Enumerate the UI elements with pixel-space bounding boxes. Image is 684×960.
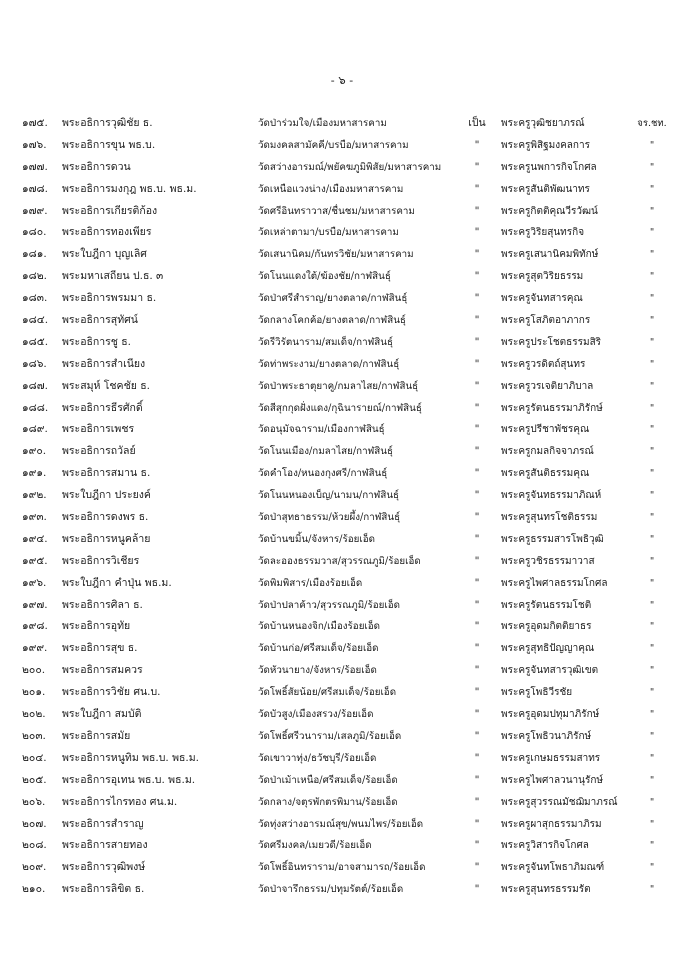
rank-note: "	[649, 336, 655, 348]
list-item	[0, 814, 684, 836]
new-title: พระครูจันทสารวุฒิเขต	[501, 665, 599, 677]
new-title: พระครูสุนทรธรรมรัต	[501, 884, 591, 896]
monk-name: พระอธิการสุข ธ.	[62, 642, 138, 655]
list-item	[0, 179, 684, 201]
entry-number: ๒๐๗.	[22, 817, 47, 830]
monk-name: พระอธิการอุเทน พธ.บ. พธ.ม.	[62, 773, 196, 786]
new-title: พระครูธรรมสารโพธิวุฒิ	[501, 533, 604, 545]
rank-note: "	[649, 774, 655, 786]
monk-name: พระอธิการสมควร	[62, 664, 143, 677]
temple-location: วัดป่าเม้าเหนือ/ศรีสมเด็จ/ร้อยเอ็ด	[258, 774, 398, 786]
rank-note: "	[649, 884, 655, 896]
entry-number: ๑๙๐.	[22, 445, 47, 458]
appointment-mark: "	[474, 686, 480, 699]
entry-number: ๑๗๘.	[22, 182, 48, 195]
monk-name: พระอธิการถวัลย์	[62, 445, 136, 458]
new-title: พระครูวุฒิชยาภรณ์	[501, 118, 585, 129]
entry-number: ๑๗๖.	[22, 138, 47, 151]
new-title: พระครูวรดิตถ์สุนทร	[501, 358, 586, 370]
monk-name: พระอธิการสำเนียง	[62, 357, 146, 370]
new-title: พระครูรัตนธรรมโชติ	[501, 599, 592, 611]
monk-name: พระอธิการวุฒิชัย ธ.	[62, 117, 153, 129]
list-item	[0, 529, 684, 551]
rank-note: "	[649, 818, 655, 830]
appointment-mark: "	[474, 335, 480, 348]
monk-name: พระอธิการขุน พธ.บ.	[62, 138, 156, 151]
temple-location: วัดเหนือแวงน่าง/เมืองมหาสารคาม	[258, 183, 404, 195]
rank-note: "	[649, 315, 655, 327]
entry-number: ๒๐๑.	[22, 686, 46, 699]
new-title: พระครูกิตติคุณวีรวัฒน์	[501, 205, 598, 217]
appointment-mark: "	[474, 751, 480, 764]
list-item	[0, 113, 684, 135]
appointment-mark: "	[474, 160, 480, 173]
appointment-mark: "	[474, 445, 480, 458]
temple-location: วัดศรีอินทราวาส/ชื่นชม/มหาสารคาม	[258, 205, 415, 217]
appointment-mark: "	[474, 357, 480, 370]
new-title: พระครูนพการกิจโกศล	[501, 161, 597, 173]
list-item	[0, 485, 684, 507]
list-item	[0, 441, 684, 463]
rank-note: "	[649, 796, 655, 808]
new-title: พระครูสุตวิริยธรรม	[501, 271, 584, 283]
entry-number: ๑๘๑.	[22, 248, 47, 261]
rank-note: จร.ชท.	[637, 118, 667, 129]
temple-location: วัดละอองธรรมวาส/สุวรรณภูมิ/ร้อยเอ็ด	[258, 555, 421, 567]
new-title: พระครูผาสุกธรรมาภิรม	[501, 818, 602, 830]
entry-number: ๑๘๖.	[22, 357, 47, 370]
temple-location: วัดท่าพระงาม/ยางตลาด/กาฬสินธุ์	[258, 358, 400, 370]
temple-location: วัดคำโอง/หนองกุงศรี/กาฬสินธุ์	[258, 468, 388, 480]
temple-location: วัดป่าศรีสำราญ/ยางตลาด/กาฬสินธุ์	[258, 293, 408, 305]
new-title: พระครูวชิรธรรมาวาส	[501, 555, 595, 567]
entry-number: ๑๙๕.	[22, 554, 48, 567]
entry-number: ๑๙๖.	[22, 576, 47, 589]
temple-location: วัดโนนแดงใต้/ฆ้องชัย/กาฬสินธุ์	[258, 271, 391, 283]
appointment-mark: "	[474, 182, 480, 195]
list-item	[0, 770, 684, 792]
new-title: พระครูโพธิวีรชัย	[501, 687, 573, 699]
rank-note: "	[649, 862, 655, 874]
new-title: พระครูอุดมปทุมาภิรักษ์	[501, 709, 600, 721]
list-item	[0, 792, 684, 814]
monk-name: พระอธิการพรมมา ธ.	[62, 292, 157, 305]
temple-location: วัดกลาง/จตุรพักตรพิมาน/ร้อยเอ็ด	[258, 796, 398, 808]
rank-note: "	[649, 577, 655, 589]
rank-note: "	[649, 555, 655, 567]
appointment-mark: "	[474, 642, 480, 655]
appointment-mark: "	[474, 576, 480, 589]
entry-number: ๒๐๖.	[22, 795, 46, 808]
list-item	[0, 354, 684, 376]
entry-number: ๒๐๐.	[22, 664, 46, 677]
appointment-list	[0, 113, 684, 901]
new-title: พระครูโพธิวนาภิรักษ์	[501, 730, 592, 742]
temple-location: วัดเขาวาทุ่ง/ธวัชบุรี/ร้อยเอ็ด	[258, 752, 377, 764]
appointment-mark: "	[474, 138, 480, 151]
temple-location: วัดโพธิ์อินทราราม/อาจสามารถ/ร้อยเอ็ด	[258, 862, 426, 874]
appointment-mark: "	[474, 489, 480, 502]
temple-location: วัดพิมพิสาร/เมืองร้อยเอ็ด	[258, 577, 363, 589]
monk-name: พระอธิการดงพร ธ.	[62, 511, 149, 524]
new-title: พระครูรัตนธรรมาภิรักษ์	[501, 402, 603, 414]
temple-location: วัดสว่างอารมณ์/พยัคฆภูมิพิสัย/มหาสารคาม	[258, 161, 442, 173]
rank-note: "	[649, 139, 655, 151]
appointment-mark: "	[474, 817, 480, 830]
monk-name: พระอธิการศิลา ธ.	[62, 598, 143, 611]
rank-note: "	[649, 490, 655, 502]
new-title: พระครูจันทธรรมาภิณห์	[501, 490, 602, 502]
list-item	[0, 135, 684, 157]
temple-location: วัดป่าร่วมใจ/เมืองมหาสารคาม	[258, 118, 387, 129]
monk-name: พระอธิการวิเชียร	[62, 554, 140, 567]
monk-name: พระใบฎีกา คำปุ่น พธ.ม.	[62, 576, 172, 589]
list-item	[0, 201, 684, 223]
rank-note: "	[649, 512, 655, 524]
appointment-mark: "	[474, 729, 480, 742]
monk-name: พระอธิการเพชร	[62, 423, 135, 436]
entry-number: ๑๘๓.	[22, 292, 48, 305]
list-item	[0, 332, 684, 354]
temple-location: วัดบ้านหนองจิก/เมืองร้อยเอ็ด	[258, 621, 381, 633]
rank-note: "	[649, 621, 655, 633]
rank-note: "	[649, 730, 655, 742]
rank-note: "	[649, 643, 655, 655]
list-item	[0, 310, 684, 332]
entry-number: ๑๗๕.	[22, 117, 48, 129]
rank-note: "	[649, 271, 655, 283]
temple-location: วัดป่าจารึกธรรม/ปทุมรัตต์/ร้อยเอ็ด	[258, 884, 404, 896]
list-item	[0, 376, 684, 398]
list-item	[0, 704, 684, 726]
entry-number: ๒๐๘.	[22, 839, 47, 852]
rank-note: "	[649, 840, 655, 852]
list-item	[0, 748, 684, 770]
list-item	[0, 507, 684, 529]
rank-note: "	[649, 227, 655, 239]
monk-name: พระอธิการชู ธ.	[62, 335, 132, 348]
appointment-mark: "	[474, 861, 480, 874]
rank-note: "	[649, 249, 655, 261]
temple-location: วัดโนนเมือง/กมลาไสย/กาฬสินธุ์	[258, 446, 393, 458]
new-title: พระครูสุนทรโชติธรรม	[501, 512, 598, 524]
new-title: พระครูสุวรรณมัชฌิมาภรณ์	[501, 796, 618, 808]
rank-note: "	[649, 752, 655, 764]
entry-number: ๑๙๗.	[22, 598, 48, 611]
rank-note: "	[649, 709, 655, 721]
entry-number: ๒๐๓.	[22, 729, 46, 742]
monk-name: พระอธิการหนูคล้าย	[62, 532, 151, 545]
appointment-mark: "	[474, 532, 480, 545]
list-item	[0, 616, 684, 638]
new-title: พระครูโสภิตอาภากร	[501, 315, 591, 327]
new-title: พระครูอุดมกิตติยาธร	[501, 621, 592, 633]
list-item	[0, 595, 684, 617]
temple-location: วัดโนนหนองเบ็ญ/นามน/กาฬสินธุ์	[258, 490, 399, 502]
temple-location: วัดป่าพระธาตุยาคู/กมลาไสย/กาฬสินธุ์	[258, 380, 419, 392]
appointment-mark: "	[474, 248, 480, 261]
rank-note: "	[649, 293, 655, 305]
entry-number: ๑๙๙.	[22, 642, 48, 655]
new-title: พระครูสันติพัฒนาทร	[501, 183, 590, 195]
list-item	[0, 244, 684, 266]
entry-number: ๒๐๕.	[22, 773, 47, 786]
list-item	[0, 857, 684, 879]
appointment-mark: "	[474, 314, 480, 327]
monk-name: พระใบฎีกา บุญเลิศ	[62, 248, 147, 261]
page-number: - ๖ -	[330, 73, 354, 87]
entry-number: ๑๙๔.	[22, 532, 48, 545]
appointment-mark: "	[474, 270, 480, 283]
rank-note: "	[649, 205, 655, 217]
list-item	[0, 398, 684, 420]
monk-name: พระอธิการวุฒิพงษ์	[62, 861, 146, 874]
entry-number: ๑๙๓.	[22, 511, 47, 524]
appointment-mark: "	[474, 511, 480, 524]
temple-location: วัดทุ่งสว่างอารมณ์สุข/พนมไพร/ร้อยเอ็ด	[258, 818, 424, 830]
temple-location: วัดป่าสุทธาธรรม/ห้วยผึ้ง/กาฬสินธุ์	[258, 512, 401, 524]
new-title: พระครูประโชตธรรมสิริ	[501, 336, 602, 348]
appointment-mark: "	[474, 795, 480, 808]
appointment-mark: "	[474, 839, 480, 852]
new-title: พระครูไพศาลวนานุรักษ์	[501, 774, 604, 786]
entry-number: ๑๘๕.	[22, 335, 49, 348]
list-item	[0, 419, 684, 441]
temple-location: วัดหัวนายาง/จังหาร/ร้อยเอ็ด	[258, 665, 377, 677]
temple-location: วัดป่าปลาค้าว/สุวรรณภูมิ/ร้อยเอ็ด	[258, 599, 400, 611]
appointment-mark: "	[474, 598, 480, 611]
appointment-mark: "	[474, 664, 480, 677]
monk-name: พระอธิการดวน	[62, 160, 131, 173]
rank-note: "	[649, 468, 655, 480]
entry-number: ๒๑๐.	[22, 883, 46, 896]
temple-location: วัดสีสุกกุดฝั่งแดง/กุฉินารายณ์/กาฬสินธุ์	[258, 402, 422, 414]
entry-number: ๒๐๔.	[22, 751, 47, 764]
list-item	[0, 726, 684, 748]
rank-note: "	[649, 665, 655, 677]
monk-name: พระอธิการมงกุฎ พธ.บ. พธ.ม.	[62, 182, 197, 195]
list-item	[0, 879, 684, 901]
list-item	[0, 638, 684, 660]
temple-location: วัดบ้านก่อ/ศรีสมเด็จ/ร้อยเอ็ด	[258, 643, 379, 655]
entry-number: ๑๗๙.	[22, 204, 48, 217]
appointment-mark: "	[474, 708, 480, 721]
list-item	[0, 551, 684, 573]
rank-note: "	[649, 424, 655, 436]
entry-number: ๒๐๙.	[22, 861, 47, 874]
appointment-mark: "	[474, 204, 480, 217]
appointment-mark: "	[474, 292, 480, 305]
rank-note: "	[649, 358, 655, 370]
appointment-mark: "	[474, 379, 480, 392]
monk-name: พระอธิการหนูทิม พธ.บ. พธ.ม.	[62, 751, 200, 764]
entry-number: ๑๙๒.	[22, 489, 47, 502]
list-item	[0, 573, 684, 595]
monk-name: พระอธิการสายทอง	[62, 839, 148, 852]
new-title: พระครูวิริยสุนทรกิจ	[501, 227, 585, 239]
list-item	[0, 157, 684, 179]
temple-location: วัดบัวสูง/เมืองสรวง/ร้อยเอ็ด	[258, 709, 374, 721]
appointment-mark: "	[474, 883, 480, 896]
monk-name: พระอธิการธีรศักดิ์	[62, 401, 143, 414]
entry-number: ๑๘๙.	[22, 423, 48, 436]
temple-location: วัดศรีมงคล/เมยวดี/ร้อยเอ็ด	[258, 840, 372, 852]
entry-number: ๒๐๒.	[22, 708, 46, 721]
appointment-mark: เป็น	[468, 117, 486, 129]
monk-name: พระอธิการลิขิต ธ.	[62, 883, 145, 896]
monk-name: พระอธิการไกรทอง ศน.ม.	[62, 795, 178, 808]
monk-name: พระอธิการสมัย	[62, 729, 131, 742]
temple-location: วัดโพธิ์ศรีวนาราม/เสลภูมิ/ร้อยเอ็ด	[258, 730, 402, 742]
monk-name: พระสมุห์ โชคชัย ธ.	[62, 379, 150, 392]
appointment-mark: "	[474, 773, 480, 786]
entry-number: ๑๘๗.	[22, 379, 48, 392]
monk-name: พระอธิการทองเพียร	[62, 226, 152, 239]
appointment-mark: "	[474, 401, 480, 414]
rank-note: "	[649, 687, 655, 699]
appointment-mark: "	[474, 226, 480, 239]
new-title: พระครูจันทโพธาภิมณฑ์	[501, 862, 605, 874]
entry-number: ๑๙๘.	[22, 620, 48, 633]
entry-number: ๑๘๐.	[22, 226, 47, 239]
temple-location: วัดเหล่าตามา/บรบือ/มหาสารคาม	[258, 227, 399, 239]
new-title: พระครูไพศาลธรรมโกศล	[501, 577, 608, 589]
new-title: พระครูเกษมธรรมสาทร	[501, 752, 601, 764]
rank-note: "	[649, 446, 655, 458]
appointment-mark: "	[474, 467, 480, 480]
new-title: พระครูกมลกิจจาภรณ์	[501, 446, 594, 458]
monk-name: พระอธิการสำราญ	[62, 817, 144, 830]
appointment-mark: "	[474, 620, 480, 633]
new-title: พระครูวิสารกิจโกศล	[501, 840, 589, 852]
new-title: พระครูสุทธิปัญญาคุณ	[501, 643, 595, 655]
list-item	[0, 682, 684, 704]
appointment-mark: "	[474, 554, 480, 567]
new-title: พระครูพิสิฐมงคลการ	[501, 139, 590, 151]
monk-name: พระอธิการเกียรติก้อง	[62, 204, 158, 217]
rank-note: "	[649, 533, 655, 545]
new-title: พระครูวรเจติยาภิบาล	[501, 380, 594, 392]
list-item	[0, 222, 684, 244]
entry-number: ๑๘๒.	[22, 270, 48, 283]
temple-location: วัดโพธิ์สัยน้อย/ศรีสมเด็จ/ร้อยเอ็ด	[258, 687, 397, 699]
temple-location: วัดบ้านขมิ้น/จังหาร/ร้อยเอ็ด	[258, 533, 375, 545]
monk-name: พระมหาเสถียน ป.ธ. ๓	[62, 270, 164, 283]
list-item	[0, 266, 684, 288]
entry-number: ๑๗๗.	[22, 160, 48, 173]
monk-name: พระใบฎีกา ประยงค์	[62, 489, 151, 502]
entry-number: ๑๘๘.	[22, 401, 49, 414]
new-title: พระครูสันติธรรมคุณ	[501, 468, 590, 480]
temple-location: วัดรีวิรัตนาราม/สมเด็จ/กาฬสินธุ์	[258, 336, 393, 348]
list-item	[0, 660, 684, 682]
monk-name: พระใบฎีกา สมบัติ	[62, 708, 142, 721]
list-item	[0, 288, 684, 310]
rank-note: "	[649, 402, 655, 414]
new-title: พระครูเสนานิคมพิทักษ์	[501, 249, 599, 261]
rank-note: "	[649, 183, 655, 195]
monk-name: พระอธิการสุทัศน์	[62, 314, 138, 327]
appointment-mark: "	[474, 423, 480, 436]
entry-number: ๑๙๑.	[22, 467, 47, 480]
monk-name: พระอธิการสมาน ธ.	[62, 467, 151, 480]
rank-note: "	[649, 599, 655, 611]
temple-location: วัดเสนานิคม/กันทรวิชัย/มหาสารคาม	[258, 249, 414, 261]
monk-name: พระอธิการวิชัย ศน.บ.	[62, 686, 161, 699]
list-item	[0, 463, 684, 485]
temple-location: วัดกลางโคกค้อ/ยางตลาด/กาฬสินธุ์	[258, 315, 406, 327]
new-title: พระครูปรีชาพัชรคุณ	[501, 424, 590, 436]
rank-note: "	[649, 161, 655, 173]
temple-location: วัดมงคลสามัคคี/บรบือ/มหาสารคาม	[258, 139, 409, 151]
entry-number: ๑๘๔.	[22, 314, 49, 327]
rank-note: "	[649, 380, 655, 392]
monk-name: พระอธิการอุทัย	[62, 620, 131, 633]
temple-location: วัดอนุมัจฉาราม/เมืองกาฬสินธุ์	[258, 424, 385, 436]
list-item	[0, 835, 684, 857]
new-title: พระครูจันทสารคุณ	[501, 293, 583, 305]
